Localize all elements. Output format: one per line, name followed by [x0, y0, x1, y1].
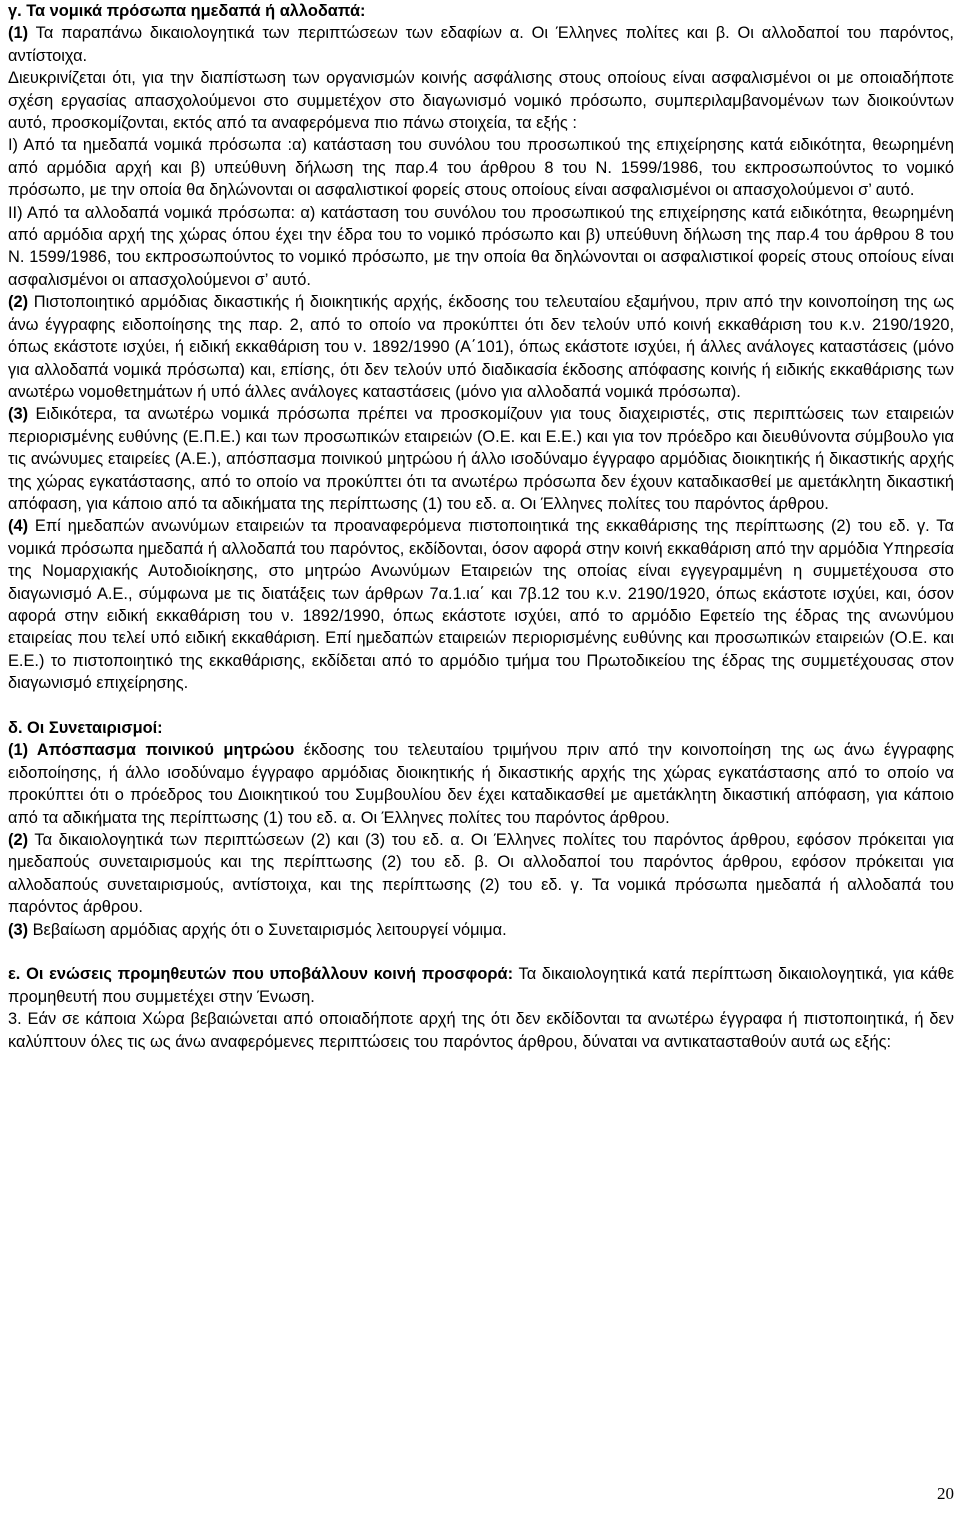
text-run: έκδοσης του τελευταίου τριμήνου πριν από την κοινοποίηση της ως άνω έγγραφης ειδοποίησης, ή άλλο ισοδύναμο έγγραφο αρμόδιας διοικητικής ή δικαστικής αρχής της χώρας εγκατάστασης από το οποίο να προκύπτει ότι ο πρόεδρος του Διοικητικού του Συμβουλίου δεν έχει καταδικασθεί με αμετάκλητη δικαστική απόφαση, για κάποιο από τα αδικήματα της περίπτωσης (1) του εδ. α. Οι Έλληνες πολίτες του παρόντος άρθρου.	[8, 741, 954, 827]
text-run: Ειδικότερα, τα ανωτέρω νομικά πρόσωπα πρέπει να προσκομίζουν για τους διαχειριστές, στις περιπτώσεις των εταιρειών περιορισμένης ευθύνης (Ε.Π.Ε.) και των προσωπικών εταιρειών (Ο.Ε. και Ε.Ε.) και για τον πρόεδρο και διευθύνοντα σύμβουλο για τις ανώνυμες εταιρείες (Α.Ε.), απόσπασμα ποινικού μητρώου ή άλλο ισοδύναμο έγγραφο αρμόδιας διοικητικής ή δικαστικής αρχής της χώρας εγκατάστασης, από το οποίο να προκύπτει ότι τα ανωτέρω πρόσωπα δεν έχουν καταδικασθεί με αμετάκλητη δικαστική απόφαση, για κάποιο από τα αδικήματα της περίπτωσης (1) του εδ. α. Οι Έλληνες πολίτες του παρόντος άρθρου.	[8, 405, 954, 513]
paragraph	[8, 202, 954, 292]
text-run: Τα παραπάνω δικαιολογητικά των περιπτώσεων των εδαφίων α. Οι Έλληνες πολίτες και β. Οι αλλοδαποί του παρόντος, αντίστοιχα.	[8, 24, 954, 65]
bold-text-run: (1)	[8, 24, 29, 43]
text-run: Διευκρινίζεται ότι, για την διαπίστωση των οργανισμών κοινής ασφάλισης στους οποίους είναι ασφαλισμένοι οι με οποιαδήποτε σχέση εργασίας απασχολούμενοι στο συμμετέχον στο διαγωνισμό νομικό πρόσωπο, συμπεριλαμβανομένων των διοικούντων αυτό, προσκομίζονται, εκτός από τα αναφερόμενα πιο πάνω στοιχεία, τα εξής :	[8, 69, 954, 133]
paragraph-spacer	[8, 695, 954, 717]
text-run: 3. Εάν σε κάποια Χώρα βεβαιώνεται από οποιαδήποτε αρχή της ότι δεν εκδίδονται τα ανωτέρω έγγραφα ή πιστοποιητικά, ή δεν καλύπτουν όλες τις ως άνω αναφερόμενες περιπτώσεις του παρόντος άρθρου, δύναται να αντικατασταθούν αυτά ως εξής:	[8, 1010, 954, 1051]
paragraph	[8, 134, 954, 201]
paragraph	[8, 0, 954, 22]
bold-text-run: (1) Απόσπασμα ποινικού μητρώου	[8, 741, 295, 760]
paragraph	[8, 22, 954, 67]
page-number: 20	[937, 1484, 954, 1503]
paragraph	[8, 919, 954, 941]
text-run: Τα δικαιολογητικά κατά περίπτωση δικαιολογητικά, για κάθε προμηθευτή που συμμετέχει στην Ένωση.	[8, 965, 954, 1006]
text-run: Πιστοποιητικό αρμόδιας δικαστικής ή διοικητικής αρχής, έκδοσης του τελευταίου εξαμήνου, πριν από την κοινοποίηση της ως άνω έγγραφης ειδοποίησης της παρ. 2, από το οποίο να προκύπτει ότι δεν τελούν υπό κοινή εκκαθάριση του κ.ν. 2190/1920, όπως εκάστοτε ισχύει, ή ειδική εκκαθάριση του ν. 1892/1990 (Α΄101), όπως εκάστοτε ισχύει, ή άλλες ανάλογες καταστάσεις (μόνο για αλλοδαπά νομικά πρόσωπα) και, επίσης, ότι δεν τελούν υπό διαδικασία έκδοσης απόφασης κοινής ή ειδικής εκκαθάρισης των ανωτέρω νομοθετημάτων ή υπό άλλες ανάλογες καταστάσεις (μόνο για αλλοδαπά νομικά πρόσωπα).	[8, 293, 954, 401]
bold-text-run: (3)	[8, 920, 29, 939]
text-run: ΙΙ) Από τα αλλοδαπά νομικά πρόσωπα: α) κατάσταση του συνόλου του προσωπικού της επιχείρησης κατά ειδικότητα, θεωρημένη από αρμόδια αρχή της χώρας όπου έχει την έδρα του το νομικό πρόσωπο και β) υπεύθυνη δήλωση της παρ.4 του άρθρου 8 του Ν. 1599/1986, του εκπροσωπούντος το νομικό πρόσωπο, με την οποία θα δηλώνονται οι ασφαλιστικοί φορείς στους οποίους είναι ασφαλισμένοι οι απασχολούμενοι σ’ αυτό.	[8, 203, 954, 289]
document-body	[8, 0, 954, 1053]
paragraph	[8, 739, 954, 829]
paragraph	[8, 291, 954, 403]
bold-text-run: γ. Τα νομικά πρόσωπα ημεδαπά ή αλλοδαπά:	[8, 2, 366, 20]
bold-text-run: (4)	[8, 517, 29, 536]
paragraph	[8, 717, 954, 739]
text-run: Ι) Από τα ημεδαπά νομικά πρόσωπα :α) κατάσταση του συνόλου του προσωπικού της επιχείρησης κατά ειδικότητα, θεωρημένη από αρμόδια αρχή και β) υπεύθυνη δήλωση της παρ.4 του άρθρου 8 του Ν. 1599/1986, του εκπροσωπούντος το νομικό πρόσωπο, με την οποία θα δηλώνονται οι ασφαλιστικοί φορείς στους οποίους είναι ασφαλισμένοι οι απασχολούμενοι σ’ αυτό.	[8, 136, 954, 200]
paragraph-spacer	[8, 941, 954, 963]
bold-text-run: (2)	[8, 293, 29, 312]
text-run: Βεβαίωση αρμόδιας αρχής ότι ο Συνεταιρισμός λειτουργεί νόμιμα.	[28, 920, 507, 939]
paragraph	[8, 963, 954, 1008]
text-run: Τα δικαιολογητικά των περιπτώσεων (2) και (3) του εδ. α. Οι Έλληνες πολίτες του παρόντος άρθρου, εφόσον πρόκειται για ημεδαπούς συνεταιρισμούς και της περίπτωσης (2) του εδ. β. Οι αλλοδαποί του παρόντος άρθρου, εφόσον πρόκειται για αλλοδαπούς συνεταιρισμούς, αντίστοιχα, και της περίπτωσης (2) του εδ. γ. Τα νομικά πρόσωπα ημεδαπά ή αλλοδαπά του παρόντος άρθρου.	[8, 831, 954, 917]
paragraph	[8, 67, 954, 134]
paragraph	[8, 403, 954, 515]
bold-text-run: ε. Οι ενώσεις προμηθευτών που υποβάλλουν κοινή προσφορά:	[8, 965, 514, 984]
paragraph	[8, 515, 954, 694]
bold-text-run: δ. Οι Συνεταιρισμοί:	[8, 718, 163, 737]
text-run: Επί ημεδαπών ανωνύμων εταιρειών τα προαναφερόμενα πιστοποιητικά της εκκαθάρισης της περίπτωσης (2) του εδ. γ. Τα νομικά πρόσωπα ημεδαπά ή αλλοδαπά του παρόντος, εκδίδονται, όσον αφορά στην κοινή εκκαθάριση από την αρμόδια Υπηρεσία της Νομαρχιακής Αυτοδιοίκησης, στο μητρώο Ανωνύμων Εταιρειών της οποίας είναι εγγεγραμμένη η συμμετέχουσα στο διαγωνισμό Α.Ε., σύμφωνα με τις διατάξεις των άρθρων 7α.1.ια΄ και 7β.12 του κ.ν. 2190/1920, όπως εκάστοτε ισχύει, και, όσον αφορά στην ειδική εκκαθάριση του ν. 1892/1990, όπως εκάστοτε ισχύει, από το αρμόδιο Εφετείο της έδρας της ανωνύμου εταιρείας που τελεί υπό ειδική εκκαθάριση. Επί ημεδαπών εταιρειών περιορισμένης ευθύνης και προσωπικών εταιρειών (Ο.Ε. και Ε.Ε.) το πιστοποιητικό της εκκαθάρισης, εκδίδεται από το αρμόδιο τμήμα του Πρωτοδικείου της έδρας της συμμετέχουσας στον διαγωνισμό επιχείρησης.	[8, 517, 954, 693]
bold-text-run: (3)	[8, 405, 29, 424]
paragraph	[8, 829, 954, 919]
paragraph	[8, 1008, 954, 1053]
bold-text-run: (2)	[8, 831, 29, 850]
